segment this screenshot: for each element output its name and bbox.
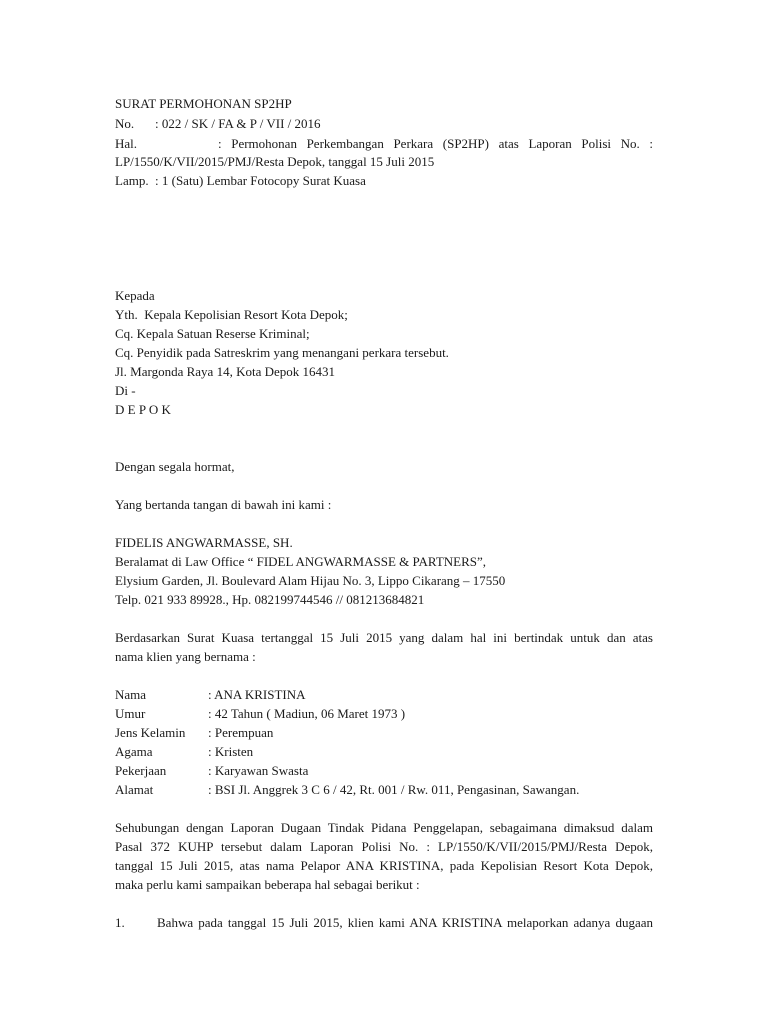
- sender-name: FIDELIS ANGWARMASSE, SH.: [115, 535, 293, 550]
- no-value: : 022 / SK / FA & P / VII / 2016: [155, 116, 321, 131]
- sender-phone: Telp. 021 933 89928., Hp. 082199744546 // 081213684821: [115, 592, 425, 607]
- para-line: Sehubungan dengan Laporan Dugaan Tindak Pidana Penggelapan, sebagaimana dimaksud dalam: [115, 820, 653, 835]
- client-label: Agama: [115, 744, 153, 759]
- para-line-last: maka perlu kami sampaikan beberapa hal sebagai berikut :: [115, 877, 420, 892]
- recipient-city: D E P O K: [115, 402, 171, 417]
- recipient-line: Di -: [115, 383, 136, 398]
- item-text: Bahwa pada tanggal 15 Juli 2015, klien kami ANA KRISTINA melaporkan adanya dugaan: [157, 915, 653, 930]
- client-value: : Perempuan: [208, 725, 274, 740]
- kuasa-line-2: nama klien yang bernama :: [115, 649, 256, 664]
- letter-title: SURAT PERMOHONAN SP2HP: [115, 96, 292, 111]
- lamp-label: Lamp.: [115, 173, 149, 188]
- lamp-value: : 1 (Satu) Lembar Fotocopy Surat Kuasa: [155, 173, 366, 188]
- item-number: 1.: [115, 915, 125, 930]
- recipient-line: Yth. Kepala Kepolisian Resort Kota Depok;: [115, 307, 348, 322]
- client-value: : BSI Jl. Anggrek 3 C 6 / 42, Rt. 001 / Rw. 011, Pengasinan, Sawangan.: [208, 782, 580, 797]
- client-label: Pekerjaan: [115, 763, 167, 778]
- sender-office: Beralamat di Law Office “ FIDEL ANGWARMASSE & PARTNERS”,: [115, 554, 487, 569]
- client-value: : Kristen: [208, 744, 254, 759]
- intro-line: Yang bertanda tangan di bawah ini kami :: [115, 497, 332, 512]
- recipient-line: Cq. Kepala Satuan Reserse Kriminal;: [115, 326, 310, 341]
- recipient-line: Kepada: [115, 288, 155, 303]
- greeting: Dengan segala hormat,: [115, 459, 235, 474]
- client-value: : Karyawan Swasta: [208, 763, 309, 778]
- sender-address: Elysium Garden, Jl. Boulevard Alam Hijau No. 3, Lippo Cikarang – 17550: [115, 573, 506, 588]
- client-label: Nama: [115, 687, 147, 702]
- no-label: No.: [115, 116, 135, 131]
- kuasa-line-1: Berdasarkan Surat Kuasa tertanggal 15 Juli 2015 yang dalam hal ini bertindak untuk dan atas: [115, 630, 653, 645]
- recipient-line: Cq. Penyidik pada Satreskrim yang menangani perkara tersebut.: [115, 345, 449, 360]
- hal-label: Hal.: [115, 136, 138, 151]
- hal-line-2: LP/1550/K/VII/2015/PMJ/Resta Depok, tanggal 15 Juli 2015: [115, 154, 435, 169]
- client-value: : 42 Tahun ( Madiun, 06 Maret 1973 ): [208, 706, 406, 721]
- client-label: Alamat: [115, 782, 154, 797]
- hal-line-1: : Permohonan Perkembangan Perkara (SP2HP) atas Laporan Polisi No. :: [218, 136, 653, 151]
- para-line: Pasal 372 KUHP tersebut dalam Laporan Polisi No. : LP/1550/K/VII/2015/PMJ/Resta Depok,: [115, 839, 653, 854]
- client-value: : ANA KRISTINA: [208, 687, 306, 702]
- para-line: tanggal 15 Juli 2015, atas nama Pelapor ANA KRISTINA, pada Kepolisian Resort Kota Depok,: [115, 858, 653, 873]
- recipient-line: Jl. Margonda Raya 14, Kota Depok 16431: [115, 364, 336, 379]
- client-label: Jens Kelamin: [115, 725, 186, 740]
- client-label: Umur: [115, 706, 146, 721]
